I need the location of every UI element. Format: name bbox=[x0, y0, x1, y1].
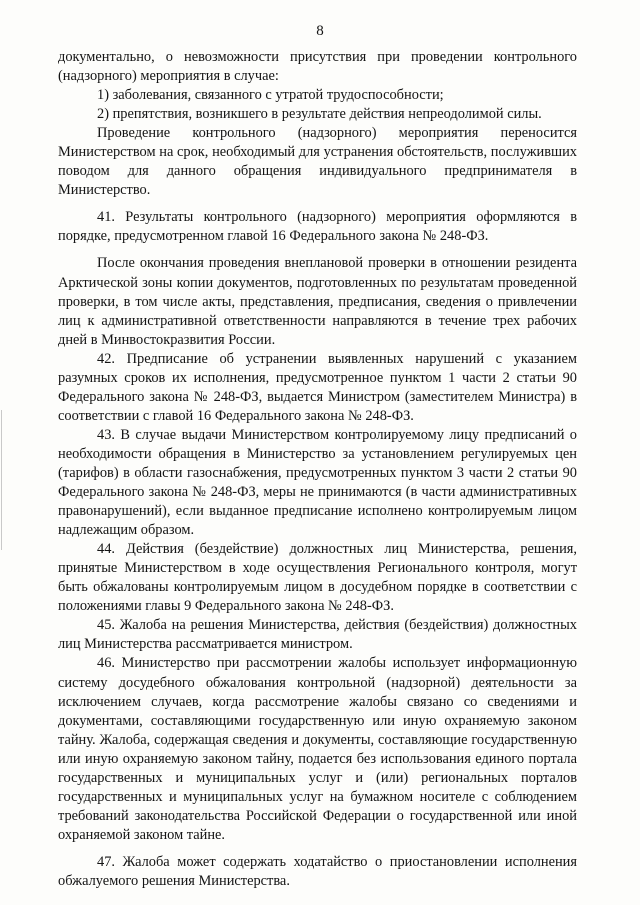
clause-47: 47. Жалоба может содержать ходатайство о приостановлении исполнения обжалуемого решения Министерства. bbox=[58, 853, 577, 889]
clause-41: 41. Результаты контрольного (надзорного) мероприятия оформляются в порядке, предусмотренном главой 16 Федерального закона № 248-ФЗ. bbox=[58, 209, 577, 245]
paragraph-postponement: Проведение контрольного (надзорного) мероприятия переносится Министерством на срок, необходимый для устранения обстоятельств, послуживших поводом для данного обращения индивидуального предпринимателя в Министерство. bbox=[58, 125, 577, 199]
list-item-force-majeure: 2) препятствия, возникшего в результате действия непреодолимой силы. bbox=[97, 106, 542, 123]
clause-42: 42. Предписание об устранении выявленных нарушений с указанием разумных сроков их исполнения, предусмотренное пунктом 1 части 2 статьи 90 Федерального закона № 248-ФЗ, выдается Министром (заместителем Министра) в соответствии с главой 16 Федерального закона № 248-ФЗ. bbox=[58, 350, 577, 424]
clause-43: 43. В случае выдачи Министерством контролируемому лицу предписаний о необходимости обращения в Министерство за установлением регулируемых цен (тарифов) в области газоснабжения, предусмотренных пунктом 3 части 2 статьи 90 Федерального закона № 248-ФЗ, меры не принимаются (в части административных правонарушений), если выданное предписание исполнено контролируемым лицом надлежащим образом. bbox=[58, 426, 577, 539]
list-item-illness: 1) заболевания, связанного с утратой трудоспособности; bbox=[97, 87, 444, 104]
clause-45: 45. Жалоба на решения Министерства, действия (бездействия) должностных лиц Министерства рассматривается министром. bbox=[58, 617, 577, 653]
scan-edge-mark bbox=[1, 410, 2, 550]
clause-46: 46. Министерство при рассмотрении жалобы использует информационную систему досудебного обжалования контрольной (надзорной) деятельности за исключением случаев, когда рассмотрение жалобы связано со сведениями и документами, составляющими государственную или иную охраняемую законом тайну. Жалоба, содержащая сведения и документы, составляющие государственную или иную охраняемую законом тайну, подается без использования единого портала государственных и муниципальных услуг и (или) региональных порталов государственных и муниципальных услуг на бумажном носителе с соблюдением требований законодательства Российской Федерации о государственной или иной охраняемой законом тайне. bbox=[58, 655, 577, 843]
document-body bbox=[58, 48, 577, 891]
page-number: 8 bbox=[316, 23, 324, 39]
paragraph-continuation: документально, о невозможности присутствия при проведении контрольного (надзорного) мероприятия в случае: bbox=[58, 49, 577, 85]
clause-44: 44. Действия (бездействие) должностных лиц Министерства, решения, принятые Министерством в ходе осуществления Регионального контроля, могут быть обжалованы контролируемым лицом в досудебном порядке в соответствии с положениями главы 9 Федерального закона № 248-ФЗ. bbox=[58, 541, 577, 615]
paragraph-arctic-resident: После окончания проведения внеплановой проверки в отношении резидента Арктической зоны копии документов, подготовленных по результатам проведенной проверки, в том числе акты, представления, предписания, сведения о привлечении лиц к административной ответственности направляются в течение трех рабочих дней в Минвостокразвития России. bbox=[58, 255, 577, 348]
